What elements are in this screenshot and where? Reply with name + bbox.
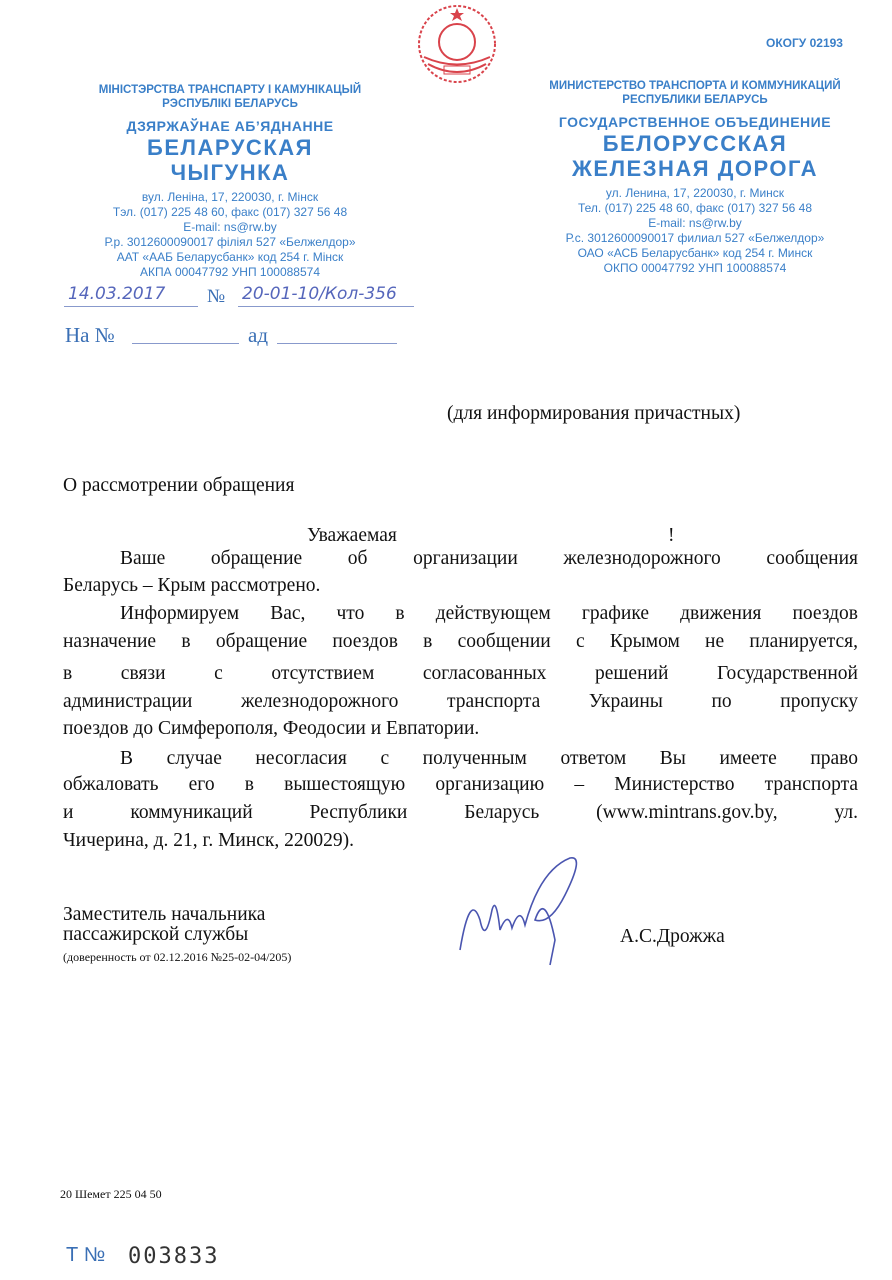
body-line: Ваше обращение об организации железнодорожного сообщения <box>120 548 858 569</box>
details-line: E-mail: ns@rw.by <box>183 220 277 234</box>
registration-number: 20-01-10/Кол-356 <box>242 284 397 304</box>
ministry-line: МІНІСТЭРСТВА ТРАНСПАРТУ І КАМУНІКАЦЫЙ <box>98 84 362 96</box>
org-type: ДЗЯРЖАЎНАЕ АБ’ЯДНАННЕ <box>126 118 334 134</box>
ministry-line: РЭСПУБЛІКІ БЕЛАРУСЬ <box>162 98 298 110</box>
ministry-line: РЕСПУБЛИКИ БЕЛАРУСЬ <box>622 94 768 106</box>
signatory-title-line: Заместитель начальника <box>63 904 266 925</box>
body-line: поездов до Симферополя, Феодосии и Евпатории. <box>63 718 480 739</box>
okogu-code: ОКОГУ 02193 <box>766 36 843 50</box>
org-name: ЧЫГУНКА <box>170 160 290 185</box>
body-line: Информируем Вас, что в действующем графике движения поездов <box>120 603 858 624</box>
org-type: ГОСУДАРСТВЕННОЕ ОБЪЕДИНЕНИЕ <box>558 114 832 130</box>
org-name: ЖЕЛЕЗНАЯ ДОРОГА <box>572 156 818 181</box>
body-line: Чичерина, д. 21, г. Минск, 220029). <box>63 830 355 851</box>
details-line: Р.р. 3012600090017 філіял 527 «Белжелдор» <box>104 235 356 249</box>
details-line: E-mail: ns@rw.by <box>648 216 742 230</box>
letterhead-russian <box>525 79 865 276</box>
signatory-name: А.С.Дрожжа <box>620 926 725 947</box>
org-name: БЕЛОРУССКАЯ <box>602 131 788 156</box>
ministry-line: МИНИСТЕРСТВО ТРАНСПОРТА И КОММУНИКАЦИЙ <box>549 80 841 92</box>
number-label: № <box>207 286 226 307</box>
coat-of-arms-emblem <box>414 2 500 86</box>
details-line: ОКПО 00047792 УНП 100088574 <box>603 261 787 275</box>
details-line: ААТ «ААБ Беларусбанк» код 254 г. Мінск <box>116 250 344 264</box>
reference-from-label: ад <box>248 323 269 347</box>
body-line: обжаловать его в вышестоящую организацию – Министерство транспорта <box>63 774 858 795</box>
details-line: вул. Леніна, 17, 220030, г. Мінск <box>141 190 319 204</box>
body-line: в связи с отсутствием согласованных решений Государственной <box>63 663 858 684</box>
details-line: ул. Ленина, 17, 220030, г. Минск <box>605 186 785 200</box>
details-line: Тэл. (017) 225 48 60, факс (017) 327 56 48 <box>112 205 348 219</box>
letterhead-belarusian <box>60 83 400 280</box>
greeting-end: ! <box>668 525 675 546</box>
body-line: Беларусь – Крым рассмотрено. <box>63 575 321 596</box>
serial-label: Т № <box>66 1244 106 1266</box>
details-line: Р.с. 3012600090017 филиал 527 «Белжелдор» <box>565 231 825 245</box>
body-line: и коммуникаций Республики Беларусь (www.mintrans.gov.by, ул. <box>63 802 858 823</box>
serial-number: 003833 <box>128 1244 220 1269</box>
details-line: Тел. (017) 225 48 60, факс (017) 327 56 48 <box>578 201 812 215</box>
subject-line: О рассмотрении обращения <box>63 475 295 496</box>
registration-date: 14.03.2017 <box>68 284 166 304</box>
signatory-title <box>63 905 265 945</box>
handwritten-signature <box>450 850 590 970</box>
org-name: БЕЛАРУСКАЯ <box>147 135 313 160</box>
signatory-title-line: пассажирской службы <box>63 924 249 945</box>
body-line: В случае несогласия с полученным ответом Вы имеете право <box>120 748 858 769</box>
proxy-note: (доверенность от 02.12.2016 №25-02-04/205) <box>63 950 292 964</box>
greeting: Уважаемая <box>307 525 397 546</box>
body-line: администрации железнодорожного транспорта Украины по пропуску <box>63 691 858 712</box>
addressee-note: (для информирования причастных) <box>447 403 741 424</box>
reference-number-label: На № <box>65 323 115 347</box>
details-line: ОАО «АСБ Беларусбанк» код 254 г. Минск <box>577 246 813 260</box>
details-line: АКПА 00047792 УНП 100088574 <box>140 265 320 279</box>
executor-info: 20 Шемет 225 04 50 <box>60 1187 162 1201</box>
body-line: назначение в обращение поездов в сообщении с Крымом не планируется, <box>63 631 858 652</box>
